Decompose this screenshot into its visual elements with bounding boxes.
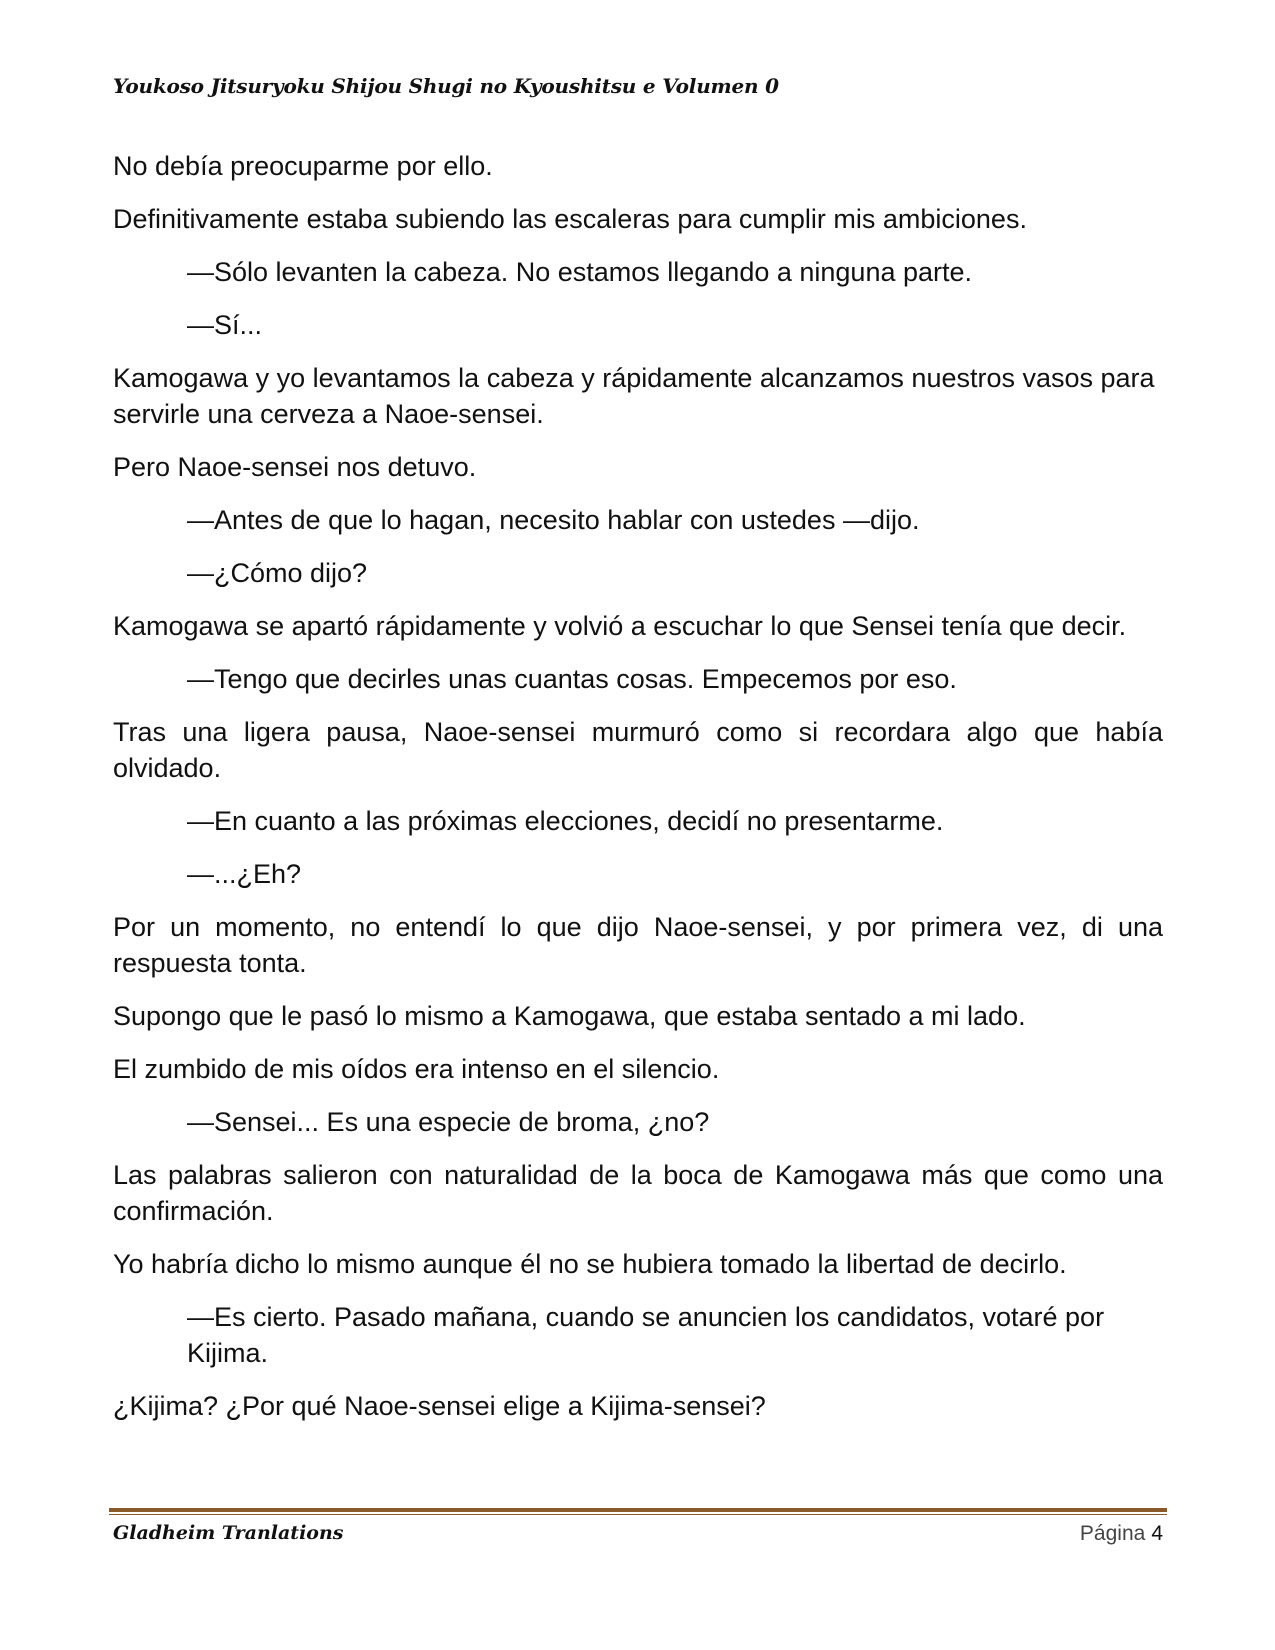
dialogue-line: —En cuanto a las próximas elecciones, decidí no presentarme. bbox=[187, 806, 944, 836]
footer-divider bbox=[109, 1508, 1167, 1515]
paragraph: Por un momento, no entendí lo que dijo Naoe-sensei, y por primera vez, di una respuesta tonta. bbox=[113, 912, 1163, 978]
paragraph: Supongo que le pasó lo mismo a Kamogawa, que estaba sentado a mi lado. bbox=[113, 1001, 1026, 1031]
body-text bbox=[113, 148, 1163, 1441]
dialogue-line: —Tengo que decirles unas cuantas cosas. Empecemos por eso. bbox=[187, 664, 957, 694]
page-number-value: 4 bbox=[1151, 1522, 1163, 1545]
dialogue-line: —Antes de que lo hagan, necesito hablar con ustedes —dijo. bbox=[187, 505, 920, 535]
page-label: Página bbox=[1079, 1522, 1146, 1545]
dialogue-line: —Sensei... Es una especie de broma, ¿no? bbox=[187, 1107, 710, 1137]
paragraph: Kamogawa se apartó rápidamente y volvió a escuchar lo que Sensei tenía que decir. bbox=[113, 611, 1127, 641]
paragraph: No debía preocuparme por ello. bbox=[113, 151, 493, 181]
paragraph: Kamogawa y yo levantamos la cabeza y rápidamente alcanzamos nuestros vasos para servirle una cerveza a Naoe-sensei. bbox=[113, 363, 1155, 429]
dialogue-line: —Sólo levanten la cabeza. No estamos llegando a ninguna parte. bbox=[187, 257, 973, 287]
paragraph: Las palabras salieron con naturalidad de la boca de Kamogawa más que como una confirmación. bbox=[113, 1160, 1163, 1226]
dialogue-line: —Es cierto. Pasado mañana, cuando se anuncien los candidatos, votaré por Kijima. bbox=[187, 1302, 1105, 1368]
running-header-title: Youkoso Jitsuryoku Shijou Shugi no Kyoushitsu e Volumen 0 bbox=[113, 74, 779, 98]
dialogue-line: —...¿Eh? bbox=[187, 859, 302, 889]
paragraph: Definitivamente estaba subiendo las escaleras para cumplir mis ambiciones. bbox=[113, 204, 1027, 234]
paragraph: Yo habría dicho lo mismo aunque él no se hubiera tomado la libertad de decirlo. bbox=[113, 1249, 1067, 1279]
dialogue-line: —Sí... bbox=[187, 310, 263, 340]
paragraph: Pero Naoe-sensei nos detuvo. bbox=[113, 452, 477, 482]
paragraph: ¿Kijima? ¿Por qué Naoe-sensei elige a Kijima-sensei? bbox=[113, 1391, 766, 1421]
footer-divider-thin bbox=[109, 1514, 1167, 1515]
dialogue-line: —¿Cómo dijo? bbox=[187, 558, 368, 588]
page-number bbox=[1080, 1522, 1163, 1546]
footer-divider-thick bbox=[109, 1508, 1167, 1512]
paragraph: El zumbido de mis oídos era intenso en el silencio. bbox=[113, 1054, 720, 1084]
paragraph: Tras una ligera pausa, Naoe-sensei murmuró como si recordara algo que había olvidado. bbox=[113, 717, 1163, 783]
footer-credit: Gladheim Tranlations bbox=[113, 1522, 344, 1544]
